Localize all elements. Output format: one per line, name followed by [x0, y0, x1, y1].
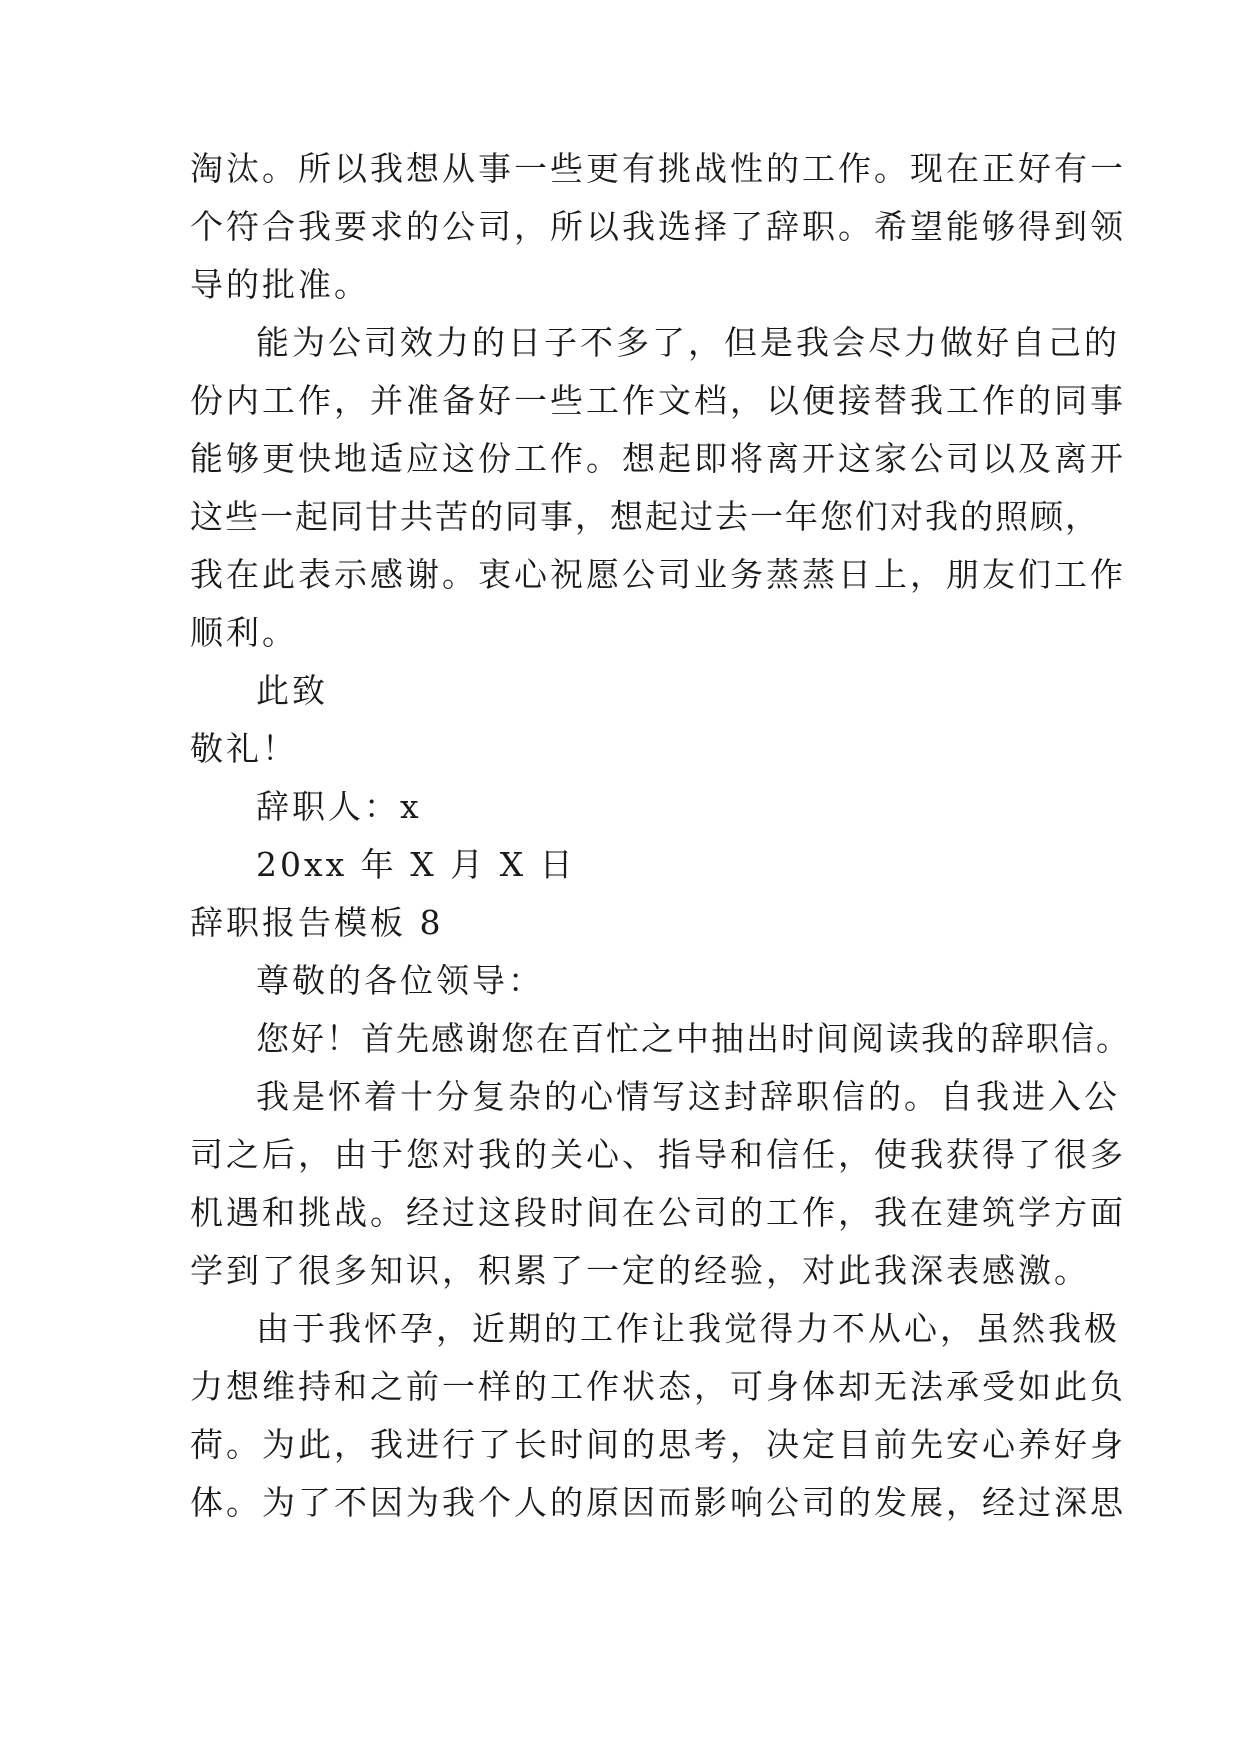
- text-line: 这些一起同甘共苦的同事，想起过去一年您们对我的照顾，: [190, 497, 1100, 536]
- date-line: 20xx 年 X 月 X 日: [256, 845, 576, 884]
- text-line: 导的批准。: [190, 265, 370, 304]
- text-line: 机遇和挑战。经过这段时间在公司的工作，我在建筑学方面: [190, 1193, 1126, 1232]
- text-line: 我是怀着十分复杂的心情写这封辞职信的。自我进入公: [256, 1077, 1120, 1116]
- text-line: 个符合我要求的公司，所以我选择了辞职。希望能够得到领: [190, 207, 1126, 246]
- text-line: 能为公司效力的日子不多了，但是我会尽力做好自己的: [256, 323, 1120, 362]
- greeting-line: 您好！首先感谢您在百忙之中抽出时间阅读我的辞职信。: [256, 1019, 1131, 1058]
- paragraph-1: [190, 140, 1126, 314]
- paragraph-2: [190, 314, 1126, 662]
- text-line: 荷。为此，我进行了长时间的思考，决定目前先安心养好身: [190, 1425, 1126, 1464]
- text-line: 顺利。: [190, 613, 298, 652]
- paragraph-4: [190, 1300, 1126, 1532]
- text-line: 体。为了不因为我个人的原因而影响公司的发展，经过深思: [190, 1483, 1126, 1522]
- text-line: 学到了很多知识，积累了一定的经验，对此我深表感激。: [190, 1251, 1090, 1290]
- text-line: 份内工作，并准备好一些工作文档，以便接替我工作的同事: [190, 381, 1126, 420]
- closing-regards: 敬礼！: [190, 729, 298, 768]
- text-line: 司之后，由于您对我的关心、指导和信任，使我获得了很多: [190, 1135, 1126, 1174]
- text-line: 淘汰。所以我想从事一些更有挑战性的工作。现在正好有一: [190, 149, 1126, 188]
- document-body: [190, 140, 1131, 1532]
- paragraph-3: [190, 1068, 1126, 1300]
- text-line: 力想维持和之前一样的工作状态，可身体却无法承受如此负: [190, 1367, 1126, 1406]
- text-line: 由于我怀孕，近期的工作让我觉得力不从心，虽然我极: [256, 1309, 1120, 1348]
- text-line: 我在此表示感谢。衷心祝愿公司业务蒸蒸日上，朋友们工作: [190, 555, 1126, 594]
- closing-salutation: 此致: [256, 671, 328, 710]
- template-title: 辞职报告模板 8: [190, 903, 444, 942]
- text-line: 能够更快地适应这份工作。想起即将离开这家公司以及离开: [190, 439, 1126, 478]
- signer-line: 辞职人：x: [256, 787, 422, 826]
- salutation-line: 尊敬的各位领导：: [256, 961, 544, 1000]
